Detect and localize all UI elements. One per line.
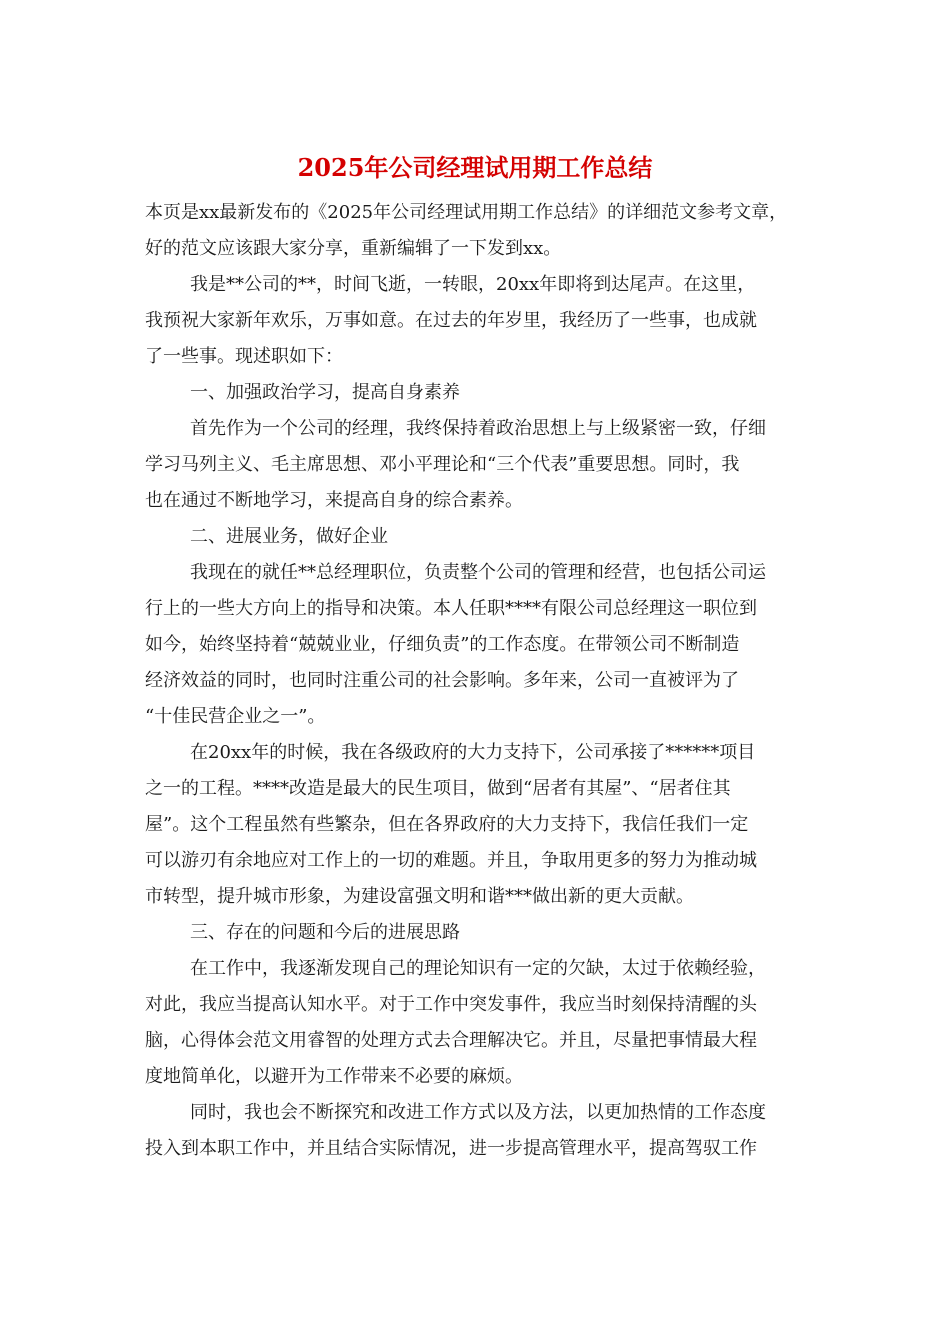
- body-line: 学习马列主义、毛主席思想、邓小平理论和“三个代表”重要思想。同时，我: [145, 454, 740, 475]
- body-line: 了一些事。现述职如下：: [145, 346, 343, 367]
- body-line: 我现在的就任**总经理职位，负责整个公司的管理和经营，也包括公司运: [190, 562, 766, 583]
- body-line: 行上的一些大方向上的指导和决策。本人任职****有限公司总经理这一职位到: [145, 598, 757, 619]
- body-line: 同时，我也会不断探究和改进工作方式以及方法，以更加热情的工作态度: [190, 1102, 766, 1123]
- body-line: 也在通过不断地学习，来提高自身的综合素养。: [145, 490, 523, 511]
- body-line: 我预祝大家新年欢乐，万事如意。在过去的年岁里，我经历了一些事，也成就: [145, 310, 757, 331]
- body-line: 首先作为一个公司的经理，我终保持着政治思想上与上级紧密一致，仔细: [190, 418, 766, 439]
- body-line: 脑，心得体会范文用睿智的处理方式去合理解决它。并且，尽量把事情最大程: [145, 1030, 757, 1051]
- body-line: 好的范文应该跟大家分享，重新编辑了一下发到xx。: [145, 238, 562, 259]
- body-line: 之一的工程。****改造是最大的民生项目，做到“居者有其屋”、“居者住其: [145, 778, 731, 799]
- body-line: 度地简单化，以避开为工作带来不必要的麻烦。: [145, 1066, 523, 1087]
- body-line: 经济效益的同时，也同时注重公司的社会影响。多年来，公司一直被评为了: [145, 670, 739, 691]
- section-heading: 二、进展业务，做好企业: [190, 526, 388, 547]
- body-line: 屋”。这个工程虽然有些繁杂，但在各界政府的大力支持下，我信任我们一定: [145, 814, 749, 835]
- body-line: 可以游刃有余地应对工作上的一切的难题。并且，争取用更多的努力为推动城: [145, 850, 757, 871]
- body-line: 本页是xx最新发布的《2025年公司经理试用期工作总结》的详细范文参考文章，: [145, 202, 788, 223]
- body-line: 投入到本职工作中，并且结合实际情况，进一步提高管理水平，提高驾驭工作: [145, 1138, 757, 1159]
- body-line: “十佳民营企业之一”。: [145, 706, 326, 727]
- body-line: 在20xx年的时候，我在各级政府的大力支持下，公司承接了******项目: [190, 742, 756, 763]
- section-heading: 三、存在的问题和今后的进展思路: [190, 922, 460, 943]
- document-title: 2025年公司经理试用期工作总结: [297, 153, 653, 182]
- body-line: 在工作中，我逐渐发现自己的理论知识有一定的欠缺，太过于依赖经验，: [190, 958, 766, 979]
- body-line: 对此，我应当提高认知水平。对于工作中突发事件，我应当时刻保持清醒的头: [145, 994, 757, 1015]
- body-line: 如今，始终坚持着“兢兢业业，仔细负责”的工作态度。在带领公司不断制造: [145, 634, 740, 655]
- section-heading: 一、加强政治学习，提高自身素养: [190, 382, 460, 403]
- body-line: 我是**公司的**，时间飞逝，一转眼，20xx年即将到达尾声。在这里，: [190, 274, 756, 295]
- body-line: 市转型，提升城市形象，为建设富强文明和谐***做出新的更大贡献。: [145, 886, 694, 907]
